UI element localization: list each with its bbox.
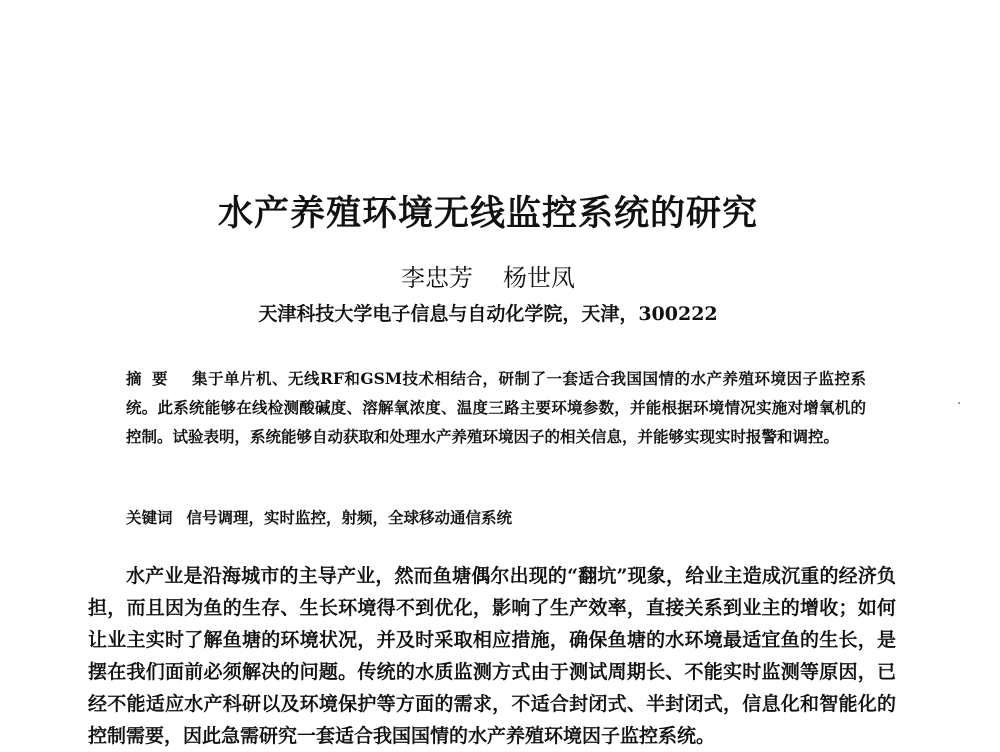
paper-title: 水产养殖环境无线监控系统的研究 bbox=[217, 194, 758, 234]
author-line bbox=[0, 262, 976, 294]
abstract-text: 集于单片机、无线RF和GSM技术相结合，研制了一套适合我国国情的水产养殖环境因子监控系统。此系统能够在线检测酸碱度、溶解氧浓度、温度三路主要环境参数，并能根据环境情况实施对增氧机的控制。试验表明，系统能够自动获取和处理水产养殖环境因子的相关信息，并能够实现实时报警和调控。 bbox=[126, 369, 866, 446]
scan-speck bbox=[958, 402, 960, 404]
affiliation: 天津科技大学电子信息与自动化学院，天津，300222 bbox=[258, 303, 718, 325]
author-name: 李忠芳 bbox=[401, 264, 473, 292]
author-name: 杨世凤 bbox=[503, 264, 575, 292]
body-paragraph: 水产业是沿海城市的主导产业，然而鱼塘偶尔出现的“翻坑”现象，给业主造成沉重的经济负担，而且因为鱼的生存、生长环境得不到优化，影响了生产效率，直接关系到业主的增收；如何让业主实时了解鱼塘的环境状况，并及时采取相应措施，确保鱼塘的水环境最适宜鱼的生长，是摆在我们面前必须解决的问题。传统的水质监测方式由于测试周期长、不能实时监测等原因，已经不能适应水产科研以及环境保护等方面的需求，不适合封闭式、半封闭式，信息化和智能化的控制需要，因此急需研究一套适合我国国情的水产养殖环境因子监控系统。 bbox=[88, 565, 896, 747]
keywords-label: 关键词 bbox=[126, 508, 173, 527]
keywords-text: 信号调理，实时监控，射频，全球移动通信系统 bbox=[186, 508, 513, 527]
abstract bbox=[126, 364, 866, 451]
body-text bbox=[88, 560, 896, 752]
keywords bbox=[126, 504, 866, 532]
abstract-label: 摘要 bbox=[126, 369, 179, 388]
